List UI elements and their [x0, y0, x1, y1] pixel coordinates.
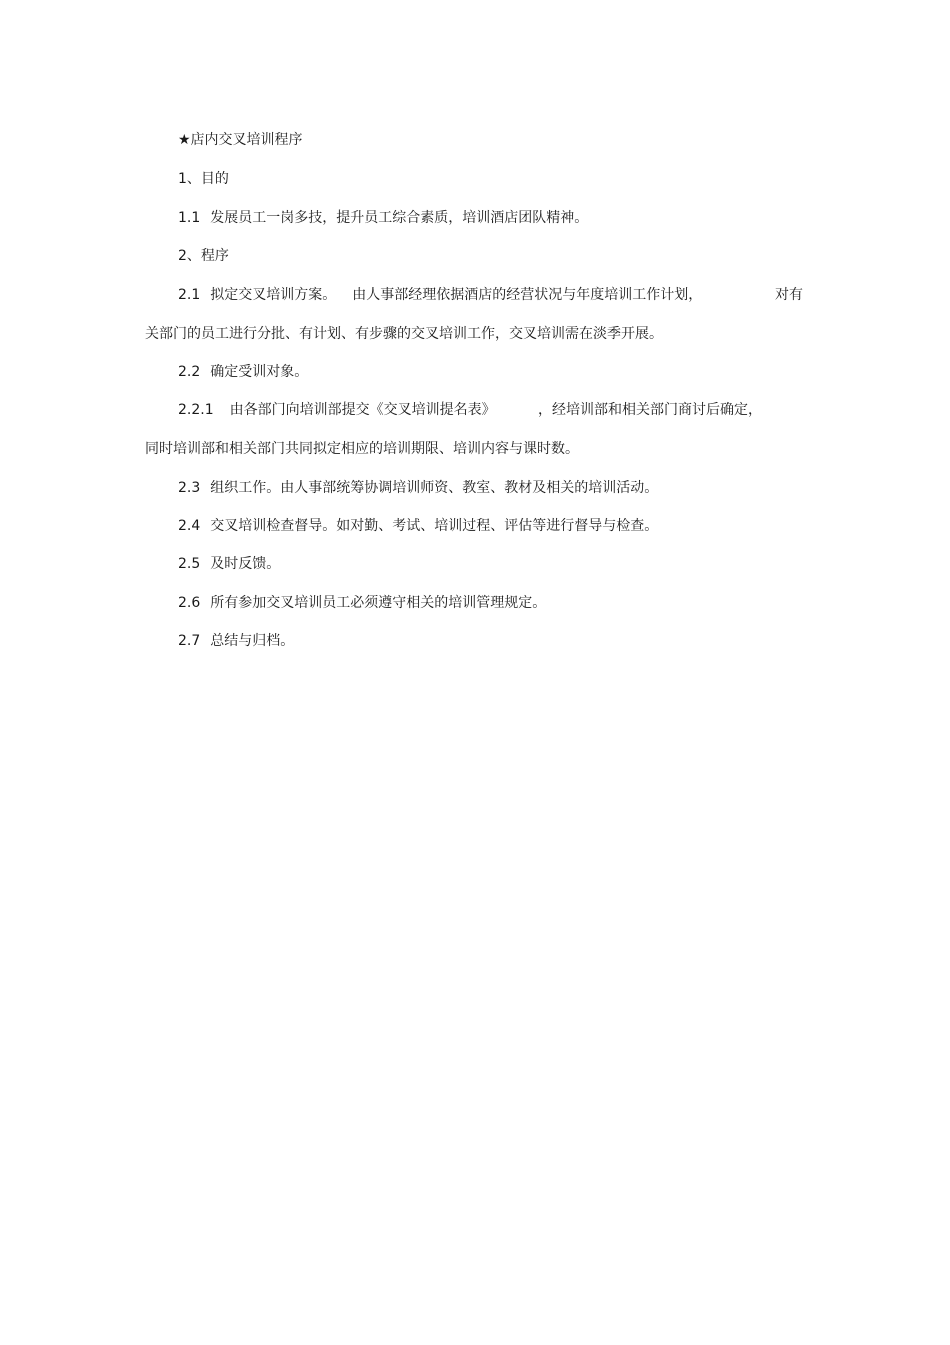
item-text: 及时反馈。 — [210, 556, 281, 572]
item-text: 所有参加交叉培训员工必须遵守相关的培训管理规定。 — [210, 595, 547, 611]
item-number: 2.5 — [178, 556, 201, 572]
item-2-2-1-line-end: ，经培训部和相关部门商讨后确定， — [538, 402, 762, 418]
item-2-3 — [178, 478, 658, 498]
item-number: 2.3 — [178, 480, 201, 496]
section-2-heading: 2、程序 — [178, 248, 229, 264]
item-number: 2.2.1 — [178, 402, 214, 418]
item-number: 1.1 — [178, 210, 201, 226]
item-text: 由各部门向培训部提交《交叉培训提名表》 — [229, 402, 496, 418]
item-text: 组织工作。由人事部统筹协调培训师资、教室、教材及相关的培训活动。 — [210, 480, 659, 496]
item-2-1-line-end: 对有 — [775, 287, 803, 303]
document-title: ★店内交叉培训程序 — [178, 132, 303, 148]
item-2-2 — [178, 362, 308, 382]
item-text: 交叉培训检查督导。如对勤、考试、培训过程、评估等进行督导与检查。 — [210, 518, 659, 534]
item-number: 2.7 — [178, 633, 201, 649]
item-number: 2.6 — [178, 595, 201, 611]
item-text: 发展员工一岗多技，提升员工综合素质，培训酒店团队精神。 — [210, 210, 589, 226]
item-text-continued: 由人事部经理依据酒店的经营状况与年度培训工作计划， — [352, 287, 703, 303]
item-text: 确定受训对象。 — [210, 364, 309, 380]
item-2-6 — [178, 593, 546, 613]
item-2-1-continuation: 关部门的员工进行分批、有计划、有步骤的交叉培训工作，交叉培训需在淡季开展。 — [145, 326, 663, 342]
item-2-5 — [178, 554, 280, 574]
item-2-1 — [178, 285, 702, 305]
section-1-heading: 1、目的 — [178, 171, 229, 187]
item-text: 总结与归档。 — [210, 633, 295, 649]
item-2-2-1-continuation: 同时培训部和相关部门共同拟定相应的培训期限、培训内容与课时数。 — [145, 441, 579, 457]
item-number: 2.1 — [178, 287, 201, 303]
item-2-2-1 — [178, 400, 496, 420]
item-number: 2.4 — [178, 518, 201, 534]
item-number: 2.2 — [178, 364, 201, 380]
item-2-4 — [178, 516, 658, 536]
item-2-7 — [178, 631, 294, 651]
item-text: 拟定交叉培训方案。 — [210, 287, 337, 303]
item-1-1 — [178, 208, 588, 228]
